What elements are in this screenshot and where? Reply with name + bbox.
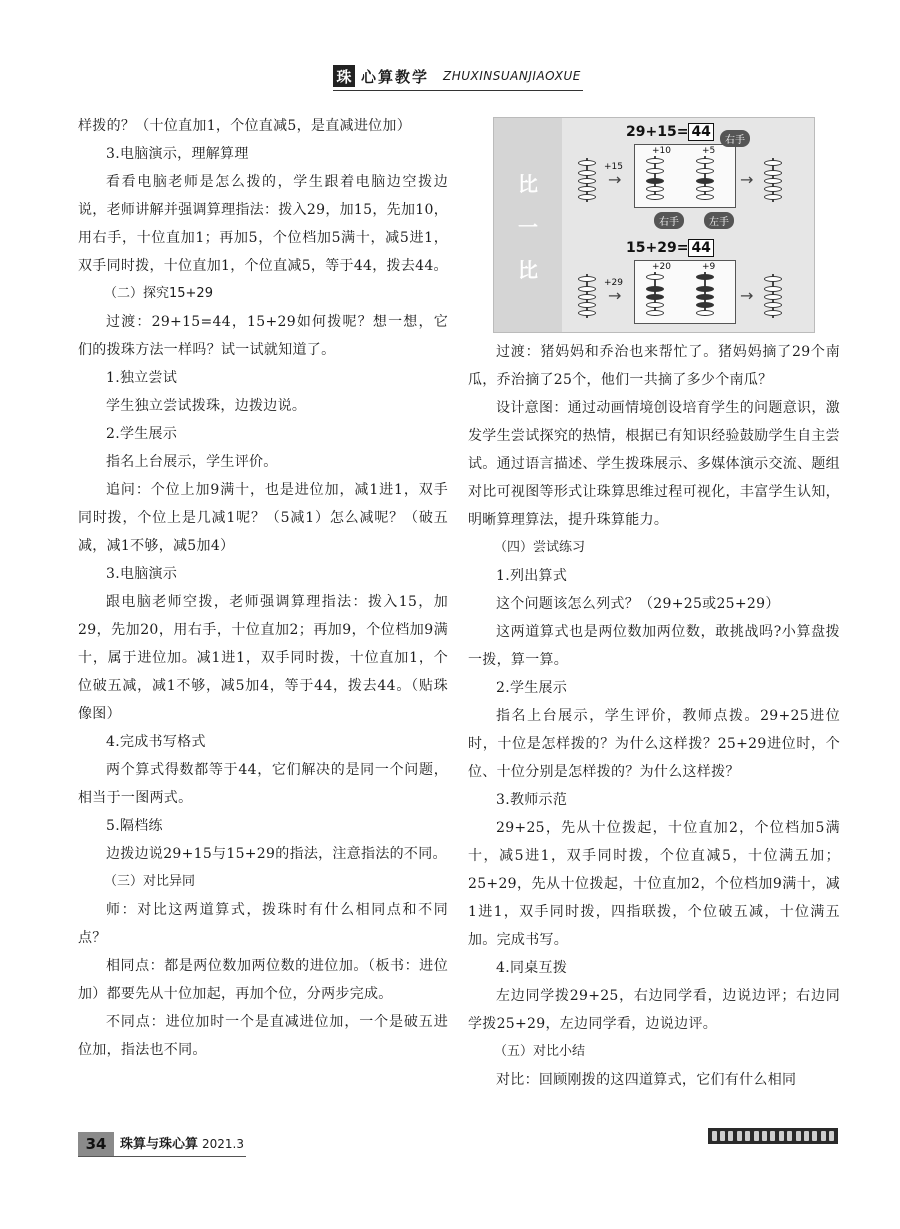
abacus-icon [644, 156, 666, 200]
arrow-right-icon: → [608, 286, 622, 305]
header-logo-box: 珠 [333, 65, 355, 87]
abacus-icon [694, 156, 716, 200]
abacus-icon [576, 274, 598, 318]
paragraph: 左边同学拨29+25，右边同学看，边说边评；右边同学拨25+29，左边同学看，边说边评。 [468, 988, 840, 1032]
paragraph: 对比：回顾刚拨的这四道算式，它们有什么相同 [496, 1072, 797, 1088]
paragraph: 这两道算式也是两位数加两位数，敢挑战吗?小算盘拨一拨，算一算。 [468, 624, 840, 668]
paragraph: 相同点：都是两位数加两位数的进位加。（板书：进位加）都要先从十位加起，再加个位，分两步完成。 [78, 958, 448, 1002]
left-column [78, 112, 448, 1064]
paragraph: 5.隔档练 [106, 818, 163, 834]
paragraph: 过渡：29+15=44，15+29如何拨呢？想一想，它们的拨珠方法一样吗？试一试就知道了。 [78, 314, 448, 358]
page-number: 34 [78, 1132, 114, 1156]
paragraph: 1.列出算式 [496, 568, 568, 584]
paragraph: 边拨边说29+15与15+29的指法，注意指法的不同。 [106, 846, 447, 862]
step-label: +10 [652, 146, 671, 156]
figure-equation-top [626, 124, 714, 140]
paragraph: 过渡：猪妈妈和乔治也来帮忙了。猪妈妈摘了29个南瓜，乔治摘了25个，他们一共摘了多少个南瓜？ [468, 344, 840, 388]
paragraph: 2.学生展示 [496, 680, 568, 696]
right-hand-tag: 右手 [654, 212, 684, 229]
paragraph: 3.电脑演示 [106, 566, 178, 582]
abacus-icon [762, 274, 784, 318]
abacus-decoration-icon [708, 1128, 838, 1144]
paragraph: 跟电脑老师空拨，老师强调算理指法：拨入15，加29，先加20，用右手，十位直加2；再加9，个位档加9满十，属于进位加。减1进1，双手同时拨，十位直加1，个位破五减，减1不够，减5加4，等于44，拨去44。（贴珠像图） [78, 594, 448, 722]
paragraph: 指名上台展示，学生评价，教师点拨。29+25进位时，十位是怎样拨的？为什么这样拨？25+29进位时，个位、十位分别是怎样拨的？为什么这样拨？ [468, 708, 840, 780]
paragraph: 学生独立尝试拨珠，边拨边说。 [106, 398, 307, 414]
abacus-icon [576, 158, 598, 202]
paragraph: 两个算式得数都等于44，它们解决的是同一个问题，相当于一图两式。 [78, 762, 448, 806]
abacus-icon [762, 158, 784, 202]
equation-text: 29+15= [626, 124, 689, 140]
step-label: +5 [702, 146, 716, 156]
section-heading: （四）尝试练习 [494, 540, 586, 555]
paragraph: 3.教师示范 [496, 792, 568, 808]
figure-side-char: 比 [518, 171, 538, 196]
figure-side-char: 比 [518, 257, 538, 282]
abacus-icon [694, 272, 716, 316]
paragraph: 指名上台展示，学生评价。 [106, 454, 278, 470]
paragraph: 样拨的？（十位直加1，个位直减5，是直减进位加） [78, 118, 412, 134]
paragraph: 4.同桌互拨 [496, 960, 568, 976]
arrow-right-icon: → [740, 286, 754, 305]
addend-label: +29 [604, 278, 623, 288]
comparison-figure [493, 117, 815, 333]
equation-answer: 44 [688, 239, 713, 257]
journal-name: 珠算与珠心算 [120, 1137, 199, 1152]
figure-equation-bottom [626, 240, 714, 256]
step-label: +9 [702, 262, 716, 272]
paragraph: 4.完成书写格式 [106, 734, 206, 750]
right-hand-tag: 右手 [720, 130, 750, 147]
abacus-icon [644, 272, 666, 316]
section-heading: （二）探究15+29 [104, 286, 213, 301]
paragraph: 看看电脑老师是怎么拨的，学生跟着电脑边空拨边说，老师讲解并强调算理指法：拨入29，加15，先加10，用右手，十位直加1；再加5，个位档加5满十，减5进1，双手同时拨，十位直加1，个位直减5，等于44，拨去44。 [78, 174, 448, 274]
step-label: +20 [652, 262, 671, 272]
paragraph: 设计意图：通过动画情境创设培育学生的问题意识，激发学生尝试探究的热情，根据已有知识经验鼓励学生自主尝试。通过语言描述、学生拨珠展示、多媒体演示交流、题组对比可视图等形式让珠算思维过程可视化，丰富学生认知，明晰算理算法，提升珠算能力。 [468, 400, 840, 528]
paragraph: 1.独立尝试 [106, 370, 178, 386]
section-heading: （三）对比异同 [104, 874, 196, 889]
arrow-right-icon: → [740, 170, 754, 189]
section-heading: （五）对比小结 [494, 1044, 586, 1059]
footer-divider [78, 1156, 246, 1157]
paragraph: 这个问题该怎么列式？（29+25或25+29） [496, 596, 780, 612]
paragraph: 师：对比这两道算式，拨珠时有什么相同点和不同点？ [78, 902, 448, 946]
arrow-right-icon: → [608, 170, 622, 189]
equation-text: 15+29= [626, 240, 689, 256]
paragraph: 3.电脑演示，理解算理 [106, 146, 249, 162]
paragraph: 追问：个位上加9满十，也是进位加，减1进1，双手同时拨，个位上是几减1呢？（5减1）怎么减呢？（破五减，减1不够，减5加4） [78, 482, 448, 554]
figure-side-banner [494, 118, 562, 332]
paragraph: 2.学生展示 [106, 426, 178, 442]
left-hand-tag: 左手 [704, 212, 734, 229]
figure-side-char: 一 [518, 214, 538, 239]
header-pinyin: ZHUXINSUANJIAOXUE [443, 69, 581, 83]
header-divider [333, 90, 583, 91]
running-header [333, 64, 581, 88]
journal-issue: 2021.3 [202, 1137, 245, 1151]
paragraph: 29+25，先从十位拨起，十位直加2，个位档加5满十，减5进1，双手同时拨，个位直减5，十位满五加；25+29，先从十位拨起，十位直加2，个位档加9满十，减1进1，双手同时拨，四指联拨，个位破五减，十位满五加。完成书写。 [468, 820, 840, 948]
journal-title [120, 1132, 244, 1157]
addend-label: +15 [604, 162, 623, 172]
equation-answer: 44 [688, 123, 713, 141]
paragraph: 不同点：进位加时一个是直减进位加，一个是破五进位加，指法也不同。 [78, 1014, 448, 1058]
header-title: 心算教学 [361, 67, 430, 86]
right-column [468, 338, 840, 1094]
